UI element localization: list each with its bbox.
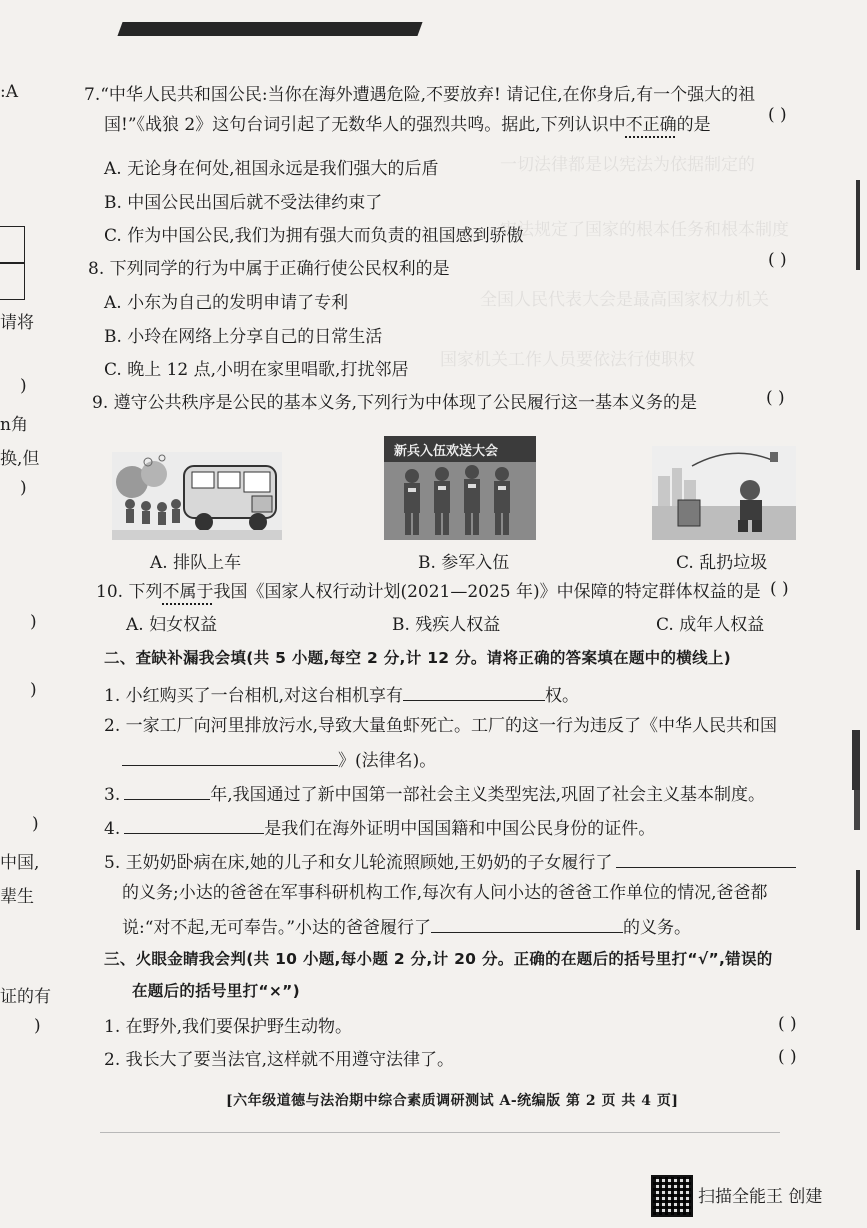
scanner-watermark: 扫描全能王 创建 [698,1187,823,1207]
q7-option-a: A. 无论身在何处,祖国永远是我们强大的后盾 [104,159,439,179]
q10-stem: 10. 下列不属于我国《国家人权行动计划(2021—2025 年)》中保障的特定群体权益的是 [96,582,761,602]
s2-q5-blank2[interactable] [431,914,623,933]
q9-caption-c: C. 乱扔垃圾 [676,553,768,573]
bleed-through-text: 宪法规定了国家的根本任务和根本制度 [500,220,789,240]
footer-divider [100,1132,780,1133]
q7-option-b: B. 中国公民出国后就不受法律约束了 [104,193,383,213]
s3-item-1-paren[interactable]: ( ) [778,1014,797,1034]
page-footer: [六年级道德与法治期中综合素质调研测试 A-统编版 第 2 页 共 4 页] [226,1093,679,1109]
q10-emphasis: 不属于 [162,582,214,602]
s2-q4-blank[interactable] [124,815,264,834]
qr-code-icon [651,1175,693,1217]
q7-emphasis: 不正确 [625,115,677,135]
q9-caption-a: A. 排队上车 [150,553,242,573]
s2-q5-line1: 5. 王奶奶卧病在床,她的儿子和女儿轮流照顾她,王奶奶的子女履行了 [104,849,796,874]
q9-caption-b: B. 参军入伍 [418,553,510,573]
top-scan-shadow [117,22,422,36]
q10-answer-paren[interactable]: ( ) [770,579,789,599]
s2-q3: 3. 年,我国通过了新中国第一部社会主义类型宪法,巩固了社会主义基本制度。 [104,781,765,806]
q7-stem-line1: 7.“中华人民共和国公民:当你在海外遭遇危险,不要放弃! 请记住,在你身后,有一个强大的祖 [84,85,756,105]
s2-q2-blank[interactable] [122,747,338,766]
left-fragment: :A [0,82,19,102]
q10-option-b: B. 残疾人权益 [392,615,501,635]
left-fragment: ) [30,612,37,632]
s2-q5-line3: 说:“对不起,无可奉告。”小达的爸爸履行了 的义务。 [122,914,691,939]
q10-option-a: A. 妇女权益 [126,615,218,635]
s3-item-2: 2. 我长大了要当法官,这样就不用遵守法律了。 [104,1050,455,1070]
left-fragment: ) [20,478,27,498]
bleed-through-text: 全国人民代表大会是最高国家权力机关 [480,290,769,310]
q9-stem: 9. 遵守公共秩序是公民的基本义务,下列行为中体现了公民履行这一基本义务的是 [92,393,698,413]
left-fragment: 中国, [0,853,40,873]
section3-title-line2: 在题后的括号里打“×”) [132,982,301,1000]
left-fragment: 证的有 [0,987,51,1007]
q8-option-b: B. 小玲在网络上分享自己的日常生活 [104,327,383,347]
section2-title: 二、查缺补漏我会填(共 5 小题,每空 2 分,计 12 分。请将正确的答案填在题中的横线上) [104,649,732,667]
q7-stem-line2: 国!”《战狼 2》这句台词引起了无数华人的强烈共鸣。据此,下列认识中不正确的是 [104,115,711,135]
left-fragment: 辈生 [0,887,34,907]
s2-q4: 4. 是我们在海外证明中国国籍和中国公民身份的证件。 [104,815,655,840]
enlistment-banner: 新兵入伍欢送大会 [394,444,499,459]
bleed-through-text: 国家机关工作人员要依法行使职权 [440,350,695,370]
s2-q2-line1: 2. 一家工厂向河里排放污水,导致大量鱼虾死亡。工厂的这一行为违反了《中华人民共和国 [104,716,778,736]
q7-option-c: C. 作为中国公民,我们为拥有强大而负责的祖国感到骄傲 [104,226,524,246]
right-edge-scan-artifact [846,150,867,1150]
q8-answer-paren[interactable]: ( ) [768,250,787,270]
bleed-through-text: 一切法律都是以宪法为依据制定的 [500,155,755,175]
s3-item-1: 1. 在野外,我们要保护野生动物。 [104,1017,353,1037]
q8-option-a: A. 小东为自己的发明申请了专利 [104,293,349,313]
s2-q5-line2: 的义务;小达的爸爸在军事科研机构工作,每次有人问小达的爸爸工作单位的情况,爸爸都 [122,883,768,903]
q10-option-c: C. 成年人权益 [656,615,765,635]
section3-title-line1: 三、火眼金睛我会判(共 10 小题,每小题 2 分,计 20 分。正确的在题后的括号里打“√”,错误的 [104,950,773,968]
left-fragment: 请将 [0,313,34,333]
s2-q1: 1. 小红购买了一台相机,对这台相机享有 权。 [104,682,579,707]
s2-q5-blank1[interactable] [616,849,796,868]
s2-q3-blank[interactable] [124,781,210,800]
littering-illustration [652,446,796,540]
left-fragment: ) [30,680,37,700]
s2-q2-line2: 》(法律名)。 [122,747,436,772]
q8-option-c: C. 晚上 12 点,小明在家里唱歌,打扰邻居 [104,360,409,380]
left-fragment: ) [32,814,39,834]
q9-answer-paren[interactable]: ( ) [766,388,785,408]
left-fragment: ) [34,1016,41,1036]
q7-answer-paren[interactable]: ( ) [768,105,787,125]
s3-item-2-paren[interactable]: ( ) [778,1047,797,1067]
left-fragment: 换,但 [0,449,40,469]
left-table-line [0,262,24,264]
q8-stem: 8. 下列同学的行为中属于正确行使公民权利的是 [88,259,450,279]
left-fragment: ) [20,376,27,396]
s2-q1-blank[interactable] [403,682,545,701]
bus-queue-illustration [112,452,282,540]
left-fragment: n角 [0,415,28,435]
